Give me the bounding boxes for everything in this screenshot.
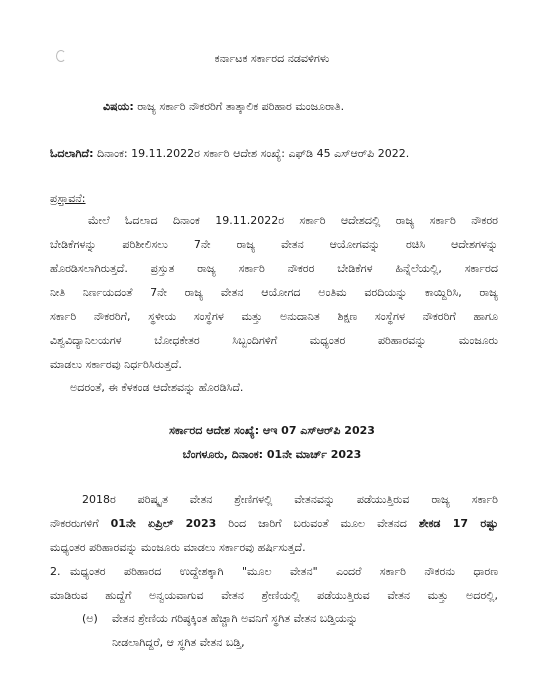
preamble-line-6: ವಿಶ್ವವಿದ್ಯಾನಿಲಯಗಳ ಬೋಧಕೇತರ ಸಿಬ್ಬಂದಿಗಳಿಗೆ ಮಧ್ಯಂತರ ಪರಿಹಾರವನ್ನು ಮಂಜೂರು	[50, 334, 498, 347]
preamble-closing: ಅದರಂತೆ, ಈ ಕೆಳಕಂಡ ಆದೇಶವನ್ನು ಹೊರಡಿಸಿದೆ.	[70, 381, 244, 394]
item-a-line-1: ವೇತನ ಶ್ರೇಣಿಯ ಗರಿಷ್ಠಕ್ಕಿಂತ ಹೆಚ್ಚಾಗಿ ಅವನಿಗೆ ಸ್ಥಗಿತ ವೇತನ ಬಡ್ತಿಯನ್ನು	[112, 612, 358, 625]
para1-line-2	[50, 517, 498, 531]
para1-line-2-c: ರಿಂದ ಜಾರಿಗೆ ಬರುವಂತೆ ಮೂಲ ವೇತನದ	[216, 517, 419, 530]
preamble-line-1: ಮೇಲೆ ಓದಲಾದ ದಿನಾಂಕ 19.11.2022ರ ಸರ್ಕಾರಿ ಆದೇಶದಲ್ಲಿ ರಾಜ್ಯ ಸರ್ಕಾರಿ ನೌಕರರ	[88, 214, 498, 227]
para2-number: 2.	[50, 565, 61, 578]
item-a-line-2: ನೀಡಲಾಗಿದ್ದರೆ, ಆ ಸ್ಥಗಿತ ವೇತನ ಬಡ್ತಿ,	[112, 636, 245, 649]
para2-line-1: ಮಧ್ಯಂತರ ಪರಿಹಾರದ ಉದ್ದೇಶಕ್ಕಾಗಿ "ಮೂಲ ವೇತನ" ಎಂದರೆ ಸರ್ಕಾರಿ ನೌಕರನು ಧಾರಣ	[70, 565, 498, 578]
effective-date: 01ನೇ ಏಪ್ರಿಲ್ 2023	[110, 517, 217, 530]
para1-line-1: 2018ರ ಪರಿಷ್ಕೃತ ವೇತನ ಶ್ರೇಣಿಗಳಲ್ಲಿ ವೇತನವನ್ನು ಪಡೆಯುತ್ತಿರುವ ರಾಜ್ಯ ಸರ್ಕಾರಿ	[82, 493, 498, 506]
relief-percentage: ಶೇಕಡ 17 ರಷ್ಟು	[418, 517, 498, 530]
item-a-label: (ಅ)	[82, 612, 98, 625]
preamble-line-3: ಹೊರಡಿಸಲಾಗಿರುತ್ತದೆ. ಪ್ರಸ್ತುತ ರಾಜ್ಯ ಸರ್ಕಾರಿ ನೌಕರರ ಬೇಡಿಕೆಗಳ ಹಿನ್ನೆಲೆಯಲ್ಲಿ, ಸರ್ಕಾರದ	[50, 262, 498, 275]
para2-line-2: ಮಾಡಿರುವ ಹುದ್ದೆಗೆ ಅನ್ವಯವಾಗುವ ವೇತನ ಶ್ರೇಣಿಯಲ್ಲಿ ಪಡೆಯುತ್ತಿರುವ ವೇತನ ಮತ್ತು ಅದರಲ್ಲಿ,	[50, 589, 498, 602]
reference-line	[50, 147, 409, 161]
subject-line	[103, 100, 344, 114]
preamble-line-2: ಬೇಡಿಕೆಗಳನ್ನು ಪರಿಶೀಲಿಸಲು 7ನೇ ರಾಜ್ಯ ವೇತನ ಆಯೋಗವನ್ನು ರಚಿಸಿ ಆದೇಶಗಳನ್ನು	[50, 238, 498, 251]
document-title: ಕರ್ನಾಟಕ ಸರ್ಕಾರದ ನಡವಳಿಗಳು	[214, 52, 330, 65]
subject-text: ರಾಜ್ಯ ಸರ್ಕಾರಿ ನೌಕರರಿಗೆ ತಾತ್ಕಾಲಿಕ ಪರಿಹಾರ ಮಂಜೂರಾತಿ.	[137, 100, 345, 113]
preamble-line-5: ಸರ್ಕಾರಿ ನೌಕರರಿಗೆ, ಸ್ಥಳೀಯ ಸಂಸ್ಥೆಗಳ ಮತ್ತು ಅನುದಾನಿತ ಶಿಕ್ಷಣ ಸಂಸ್ಥೆಗಳ ನೌಕರರಿಗೆ ಹಾಗೂ	[50, 310, 498, 323]
reference-text: ದಿನಾಂಕ: 19.11.2022ರ ಸರ್ಕಾರಿ ಆದೇಶ ಸಂಖ್ಯೆ: ಎಫ್‌ಡಿ 45 ಎಸ್‌ಆರ್‌ಪಿ 2022.	[96, 147, 410, 160]
preamble-heading: ಪ್ರಸ್ತಾವನೆ:	[50, 192, 86, 205]
para1-line-2-a: ನೌಕರರುಗಳಿಗೆ	[50, 517, 111, 530]
order-place-date: ಬೆಂಗಳೂರು, ದಿನಾಂಕ: 01ನೇ ಮಾರ್ಚ್ 2023	[182, 448, 362, 461]
reference-label: ಓದಲಾಗಿದೆ:	[50, 147, 94, 160]
para1-line-3: ಮಧ್ಯಂತರ ಪರಿಹಾರವನ್ನು ಮಂಜೂರು ಮಾಡಲು ಸರ್ಕಾರವು ಹರ್ಷಿಸುತ್ತದೆ.	[50, 541, 306, 554]
subject-label: ವಿಷಯ:	[103, 100, 134, 113]
preamble-line-7: ಮಾಡಲು ಸರ್ಕಾರವು ನಿರ್ಧರಿಸಿರುತ್ತದೆ.	[50, 358, 182, 371]
preamble-line-4: ನೀತಿ ನಿರ್ಣಯದಂತೆ 7ನೇ ರಾಜ್ಯ ವೇತನ ಆಯೋಗದ ಅಂತಿಮ ವರದಿಯನ್ನು ಕಾಯ್ದಿರಿಸಿ, ರಾಜ್ಯ	[50, 286, 498, 299]
order-number: ಸರ್ಕಾರದ ಆದೇಶ ಸಂಖ್ಯೆ: ಆಇ 07 ಎಸ್‌ಆರ್‌ಪಿ 2023	[169, 424, 375, 437]
